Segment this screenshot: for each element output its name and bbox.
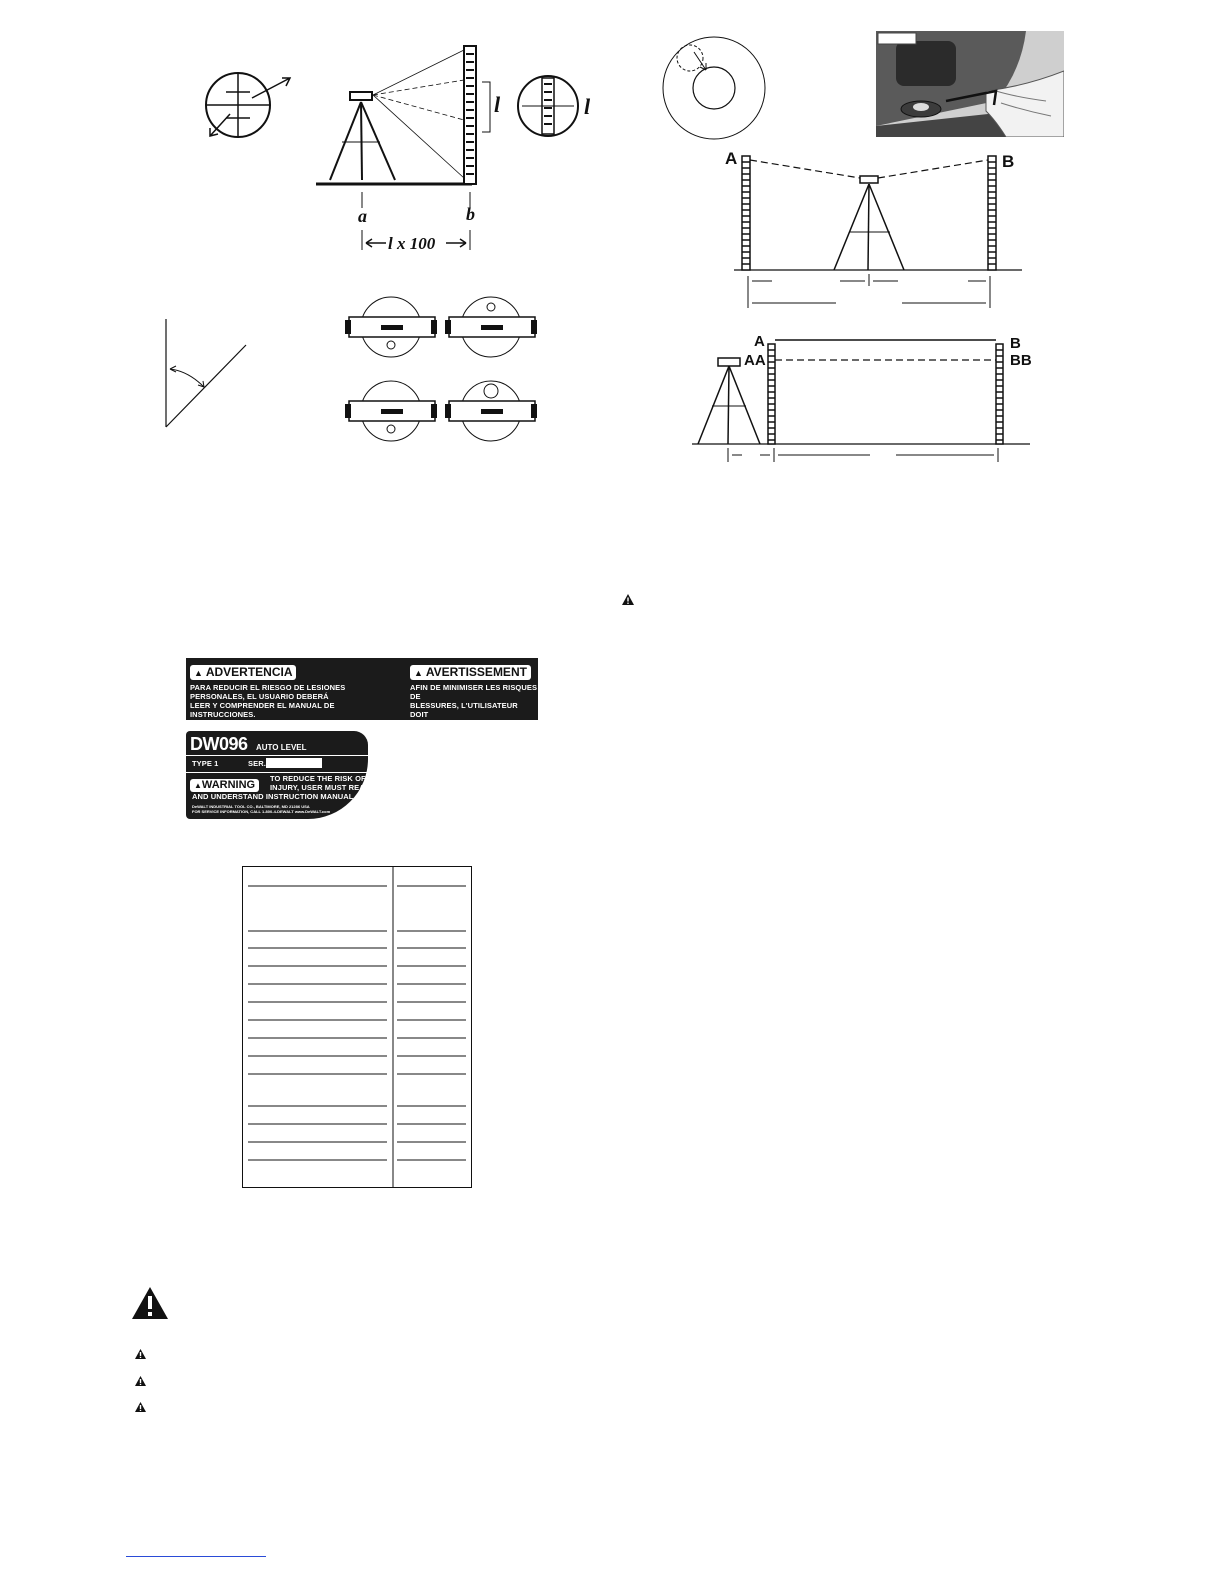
spanish-warning-header: ADVERTENCIA [205,665,293,679]
a-label: a [358,206,367,226]
bubble-vials-figure [345,295,545,445]
maker-line: DeWALT INDUSTRIAL TOOL CO., BALTIMORE, MD 21286 USA [192,804,310,809]
warning-icon [135,1376,146,1386]
spec-table [242,866,472,1188]
model-number: DW096 [190,734,248,754]
bubble-ring-figure [660,32,770,142]
vial-icon [345,297,437,357]
l-label-2: l [584,94,591,119]
warning-icon [135,1402,146,1412]
tripod-icon [834,176,904,270]
l-label: l [494,92,501,117]
serial-field [266,758,322,768]
stadia-diagram [190,40,610,260]
spanish-line: PERSONALES, EL USUARIO DEBERÁ [190,692,329,701]
french-line: GUIDE D'UTILISATION. [410,737,494,746]
angle-figure [160,315,260,435]
spanish-line: PARA REDUCIR EL RIESGO DE LESIONES [190,683,346,692]
stadia-figure [190,40,610,260]
vial-icon [345,381,437,441]
french-line: BLESSURES, L'UTILISATEUR DOIT [410,701,518,719]
rod-bb-label: BB [1010,352,1032,369]
warning-line: TO REDUCE THE RISK OF [270,774,366,783]
vial-icon [445,381,537,441]
french-warning-header: AVERTISSEMENT [425,665,527,679]
rod-b-label-2: B [1010,335,1021,352]
warning-icon [135,1349,146,1359]
french-line: AFIN DE MINIMISER LES RISQUES DE [410,683,538,701]
rod-view-icon [518,76,578,136]
warning-icon: ▲ [194,668,203,678]
large-warning-icon [132,1287,168,1319]
warning-icon: ▲ [414,668,423,678]
spanish-line: LEER Y COMPRENDER EL MANUAL DE [190,701,335,710]
warning-icon: ▲ [194,781,202,790]
reticle-icon [206,73,290,137]
distance-label: l x 100 [388,234,436,253]
rod-a-label: A [725,149,738,168]
rod-b-label: B [1002,152,1015,171]
model-description: AUTO LEVEL [255,743,307,752]
level-rod [464,46,476,184]
warning-line: INJURY, USER MUST READ [270,783,371,792]
tripod-icon [698,358,760,444]
link-underline[interactable] [126,1556,266,1557]
model-label [186,731,371,819]
aa-bb-figure [690,330,1035,470]
warning-line: AND UNDERSTAND INSTRUCTION MANUAL. [192,792,356,801]
rod-aa-label: AA [744,352,766,369]
french-line: TOUJOURS LIRE ET COMPRENDRE LE [410,719,484,737]
vial-icon [445,297,537,357]
adjustment-photo [876,31,1064,137]
b-label: b [466,204,475,224]
two-peg-figure [722,148,1032,308]
tripod-icon [330,92,395,180]
rod-a-label-2: A [754,333,765,350]
serial-label: SER. [248,759,266,768]
warning-icon [622,594,634,605]
service-line: FOR SERVICE INFORMATION, CALL 1-800-4-DEWALT www.DeWALT.com [192,809,331,814]
warning-header: WARNING [201,779,256,791]
type-label: TYPE 1 [192,759,219,768]
spanish-line: INSTRUCCIONES. [190,710,256,719]
